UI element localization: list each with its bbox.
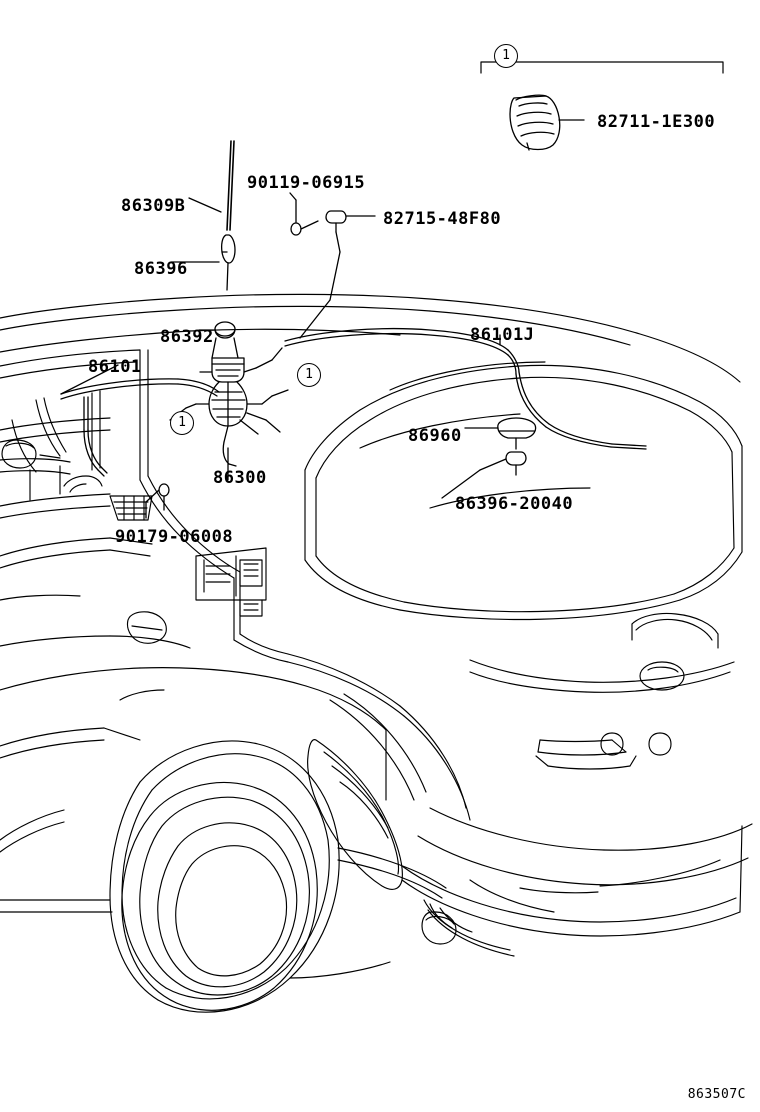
label-86396: 86396 — [134, 259, 188, 279]
vehicle-outline — [0, 294, 752, 1012]
part-82715-48F80-clamp — [300, 211, 375, 338]
label-90119-06915: 90119-06915 — [247, 173, 366, 193]
label-86101J: 86101J — [470, 325, 535, 345]
label-86392: 86392 — [160, 327, 214, 347]
label-86309B: 86309B — [121, 196, 186, 216]
callout-number-top: 1 — [494, 44, 518, 68]
label-86300: 86300 — [213, 468, 267, 488]
label-82711-1E300: 82711-1E300 — [597, 112, 716, 132]
part-82711-clip — [510, 95, 584, 150]
callout-number-harness: 1 — [297, 363, 321, 387]
label-86396-20040: 86396-20040 — [455, 494, 574, 514]
label-82715-48F80: 82715-48F80 — [383, 209, 502, 229]
part-86960-amplifier — [465, 418, 536, 449]
label-86101: 86101 — [88, 357, 142, 377]
callout-number-base: 1 — [170, 411, 194, 435]
label-90179-06008: 90179-06008 — [115, 527, 234, 547]
part-90119-06915-bolt — [290, 193, 318, 235]
label-86960: 86960 — [408, 426, 462, 446]
diagram-code: 863507C — [687, 1087, 746, 1102]
part-86101J-cable — [285, 329, 646, 449]
part-86396-20040-grommet — [442, 452, 526, 498]
part-86309B-antenna-rod — [171, 141, 238, 358]
